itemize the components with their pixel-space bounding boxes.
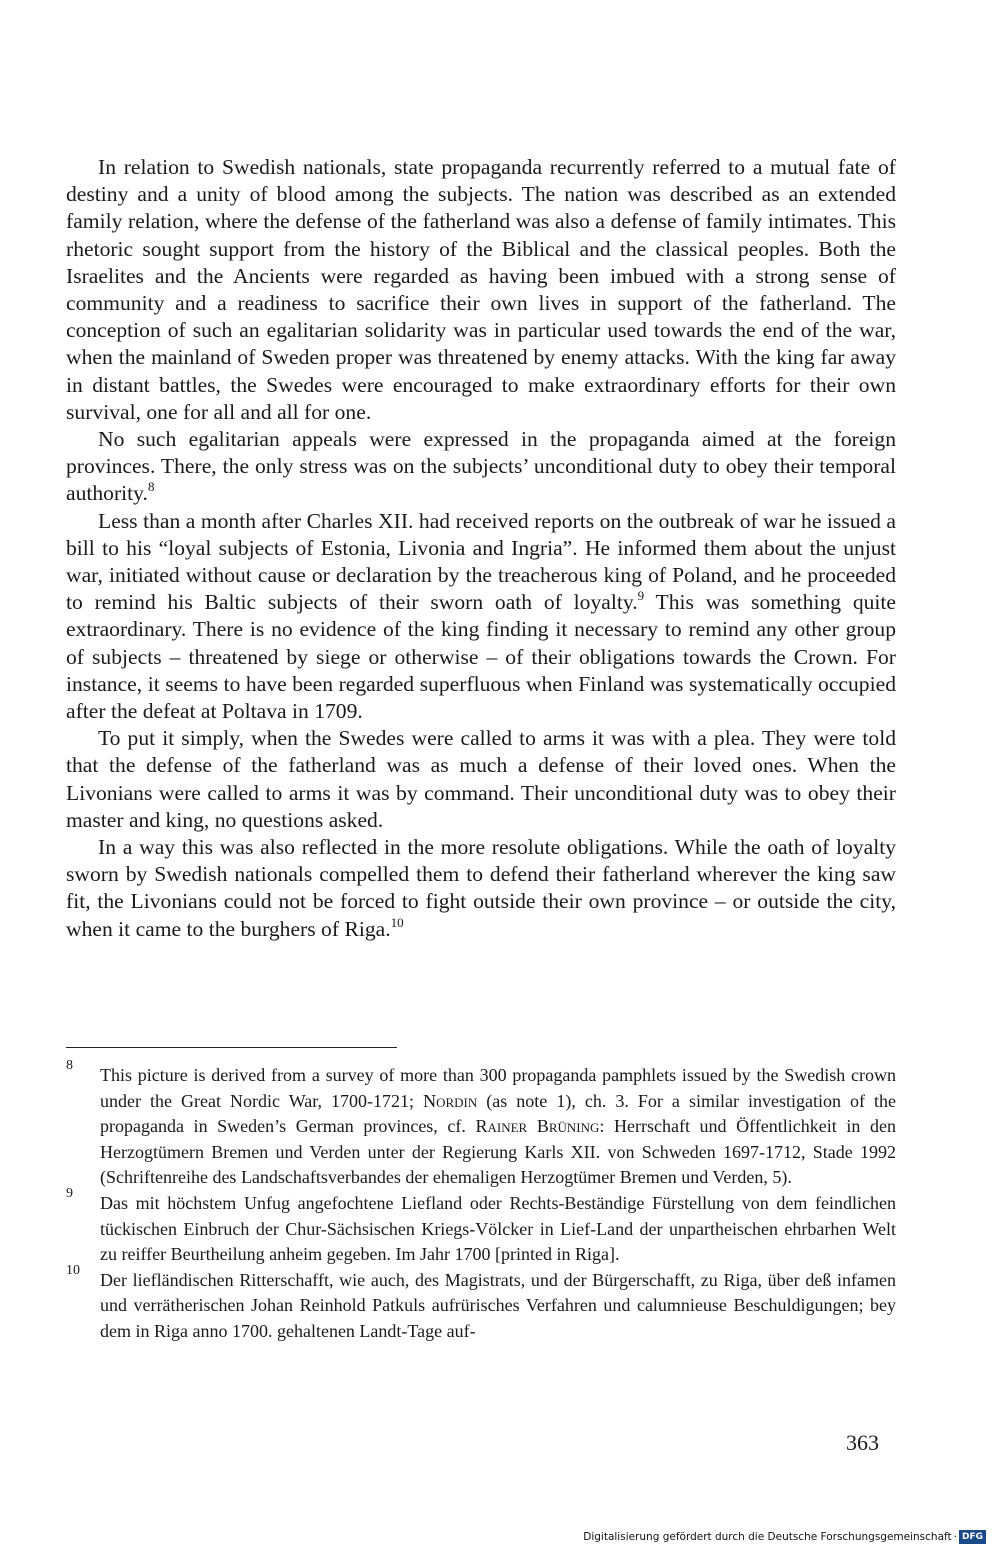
footnote-8-text-c: : Herrschaft und Öffentlichkeit in den Herzogtümern Bremen und Verden unter der Regierung Karls XII. von Schweden 1697-1712, Stade 1992 (Schriftenreihe des Landschaftsverbandes der ehemaligen Herzogtümer Bremen und Verden, 5). bbox=[100, 1116, 896, 1188]
digitization-notice-text: Digitalisierung gefördert durch die Deutsche Forschungsgemeinschaft bbox=[583, 1531, 952, 1543]
main-text bbox=[66, 154, 896, 943]
footnote-8-text-b: (as note 1), ch. 3. For a similar investigation of the propaganda in Sweden’s German provinces, cf. bbox=[100, 1090, 896, 1137]
paragraph-2-text: No such egalitarian appeals were expressed in the propaganda aimed at the foreign provinces. There, the only stress was on the subjects’ unconditional duty to obey their temporal authority. bbox=[66, 427, 896, 506]
paragraph-3 bbox=[66, 508, 896, 726]
paragraph-5 bbox=[66, 834, 896, 943]
paragraph-1 bbox=[66, 154, 896, 426]
footnote-ref-8[interactable]: 8 bbox=[147, 479, 155, 495]
dfg-logo: DFG bbox=[959, 1530, 986, 1544]
notice-separator: · bbox=[953, 1531, 957, 1543]
paragraph-3-text-a: Less than a month after Charles XII. had received reports on the outbreak of war he issued a bill to his “loyal subjects of Estonia, Livonia and Ingria”. He informed them about the unjust war, initiated without cause or declaration by the treacherous king of Poland, and he proceeded to remind his Baltic subjects of their sworn oath of loyalty. bbox=[66, 508, 896, 615]
footnote-text: Das mit höchstem Unfug angefochtene Liefland oder Rechts-Beständige Fürstellung von dem feindlichen tückischen Einbruch der Chur-Sächsischen Kriegs-Völcker in Lief-Land der unpartheischen ehrbarhen Welt zu reiffer Beurtheilung anheim gegeben. Im Jahr 1700 [printed in Riga]. bbox=[100, 1192, 896, 1265]
footnote-text bbox=[100, 1063, 896, 1191]
footnote-ref-10[interactable]: 10 bbox=[390, 914, 404, 930]
footnote-8 bbox=[66, 1058, 896, 1191]
paragraph-4 bbox=[66, 725, 896, 834]
paragraph-1-text: In relation to Swedish nationals, state propaganda recurrently referred to a mutual fate of destiny and a unity of blood among the subjects. The nation was described as an extended family relation, where the defense of the fatherland was also a defense of family intimates. This rhetoric sought support from the history of the Biblical and the classical peoples. Both the Israelites and the Ancients were regarded as having been imbued with a strong sense of community and a readiness to sacrifice their own lives in support of the fatherland. The conception of such an egalitarian solidarity was in particular used towards the end of the war, when the mainland of Sweden proper was threatened by enemy attacks. With the king far away in distant battles, the Swedes were encouraged to make extraordinary efforts for their own survival, one for all and all for one. bbox=[66, 155, 896, 424]
footnote-divider bbox=[66, 1047, 397, 1048]
paragraph-3-text-b: This was something quite extraordinary. There is no evidence of the king finding it necessary to remind any other group of subjects – threatened by siege or otherwise – of their obligations towards the Crown. For instance, it seems to have been regarded superfluous when Finland was systematically occupied after the defeat at Poltava in 1709. bbox=[66, 590, 896, 724]
footnotes bbox=[66, 1058, 896, 1345]
footnote-number: 10 bbox=[66, 1262, 80, 1278]
footnote-text: Der liefländischen Ritterschafft, wie auch, des Magistrats, und der Bürgerschafft, zu Riga, über deß infamen und verrätherischen Johan Reinhold Patkuls aufrürisches Verfahren und calumnieuse Beschuldigungen; bey dem in Riga anno 1700. gehaltenen Landt-Tage auf- bbox=[100, 1269, 896, 1341]
footnote-number: 8 bbox=[66, 1058, 73, 1073]
digitization-notice bbox=[583, 1530, 986, 1544]
paragraph-5-text: In a way this was also reflected in the more resolute obligations. While the oath of loyalty sworn by Swedish nationals compelled them to defend their fatherland wherever the king saw fit, the Livonians could not be forced to fight outside their own province – or outside the city, when it came to the burghers of Riga. bbox=[66, 835, 896, 941]
footnote-10 bbox=[66, 1262, 896, 1345]
author-name-bruening: Rainer Brüning bbox=[475, 1116, 600, 1137]
footnote-9 bbox=[66, 1185, 896, 1268]
footnote-number: 9 bbox=[66, 1185, 73, 1201]
footnote-8-text-a: This picture is derived from a survey of more than 300 propaganda pamphlets issued by the Swedish crown under the Great Nordic War, 1700-1721; bbox=[100, 1065, 896, 1111]
footnote-ref-9[interactable]: 9 bbox=[637, 588, 645, 604]
paragraph-4-text: To put it simply, when the Swedes were called to arms it was with a plea. They were told that the defense of the fatherland was as much a defense of their loved ones. When the Livonians were called to arms it was by command. Their unconditional duty was to obey their master and king, no questions asked. bbox=[66, 726, 896, 832]
page-number: 363 bbox=[846, 1430, 879, 1455]
author-name-nordin: Nordin bbox=[423, 1090, 478, 1111]
paragraph-2 bbox=[66, 426, 896, 508]
